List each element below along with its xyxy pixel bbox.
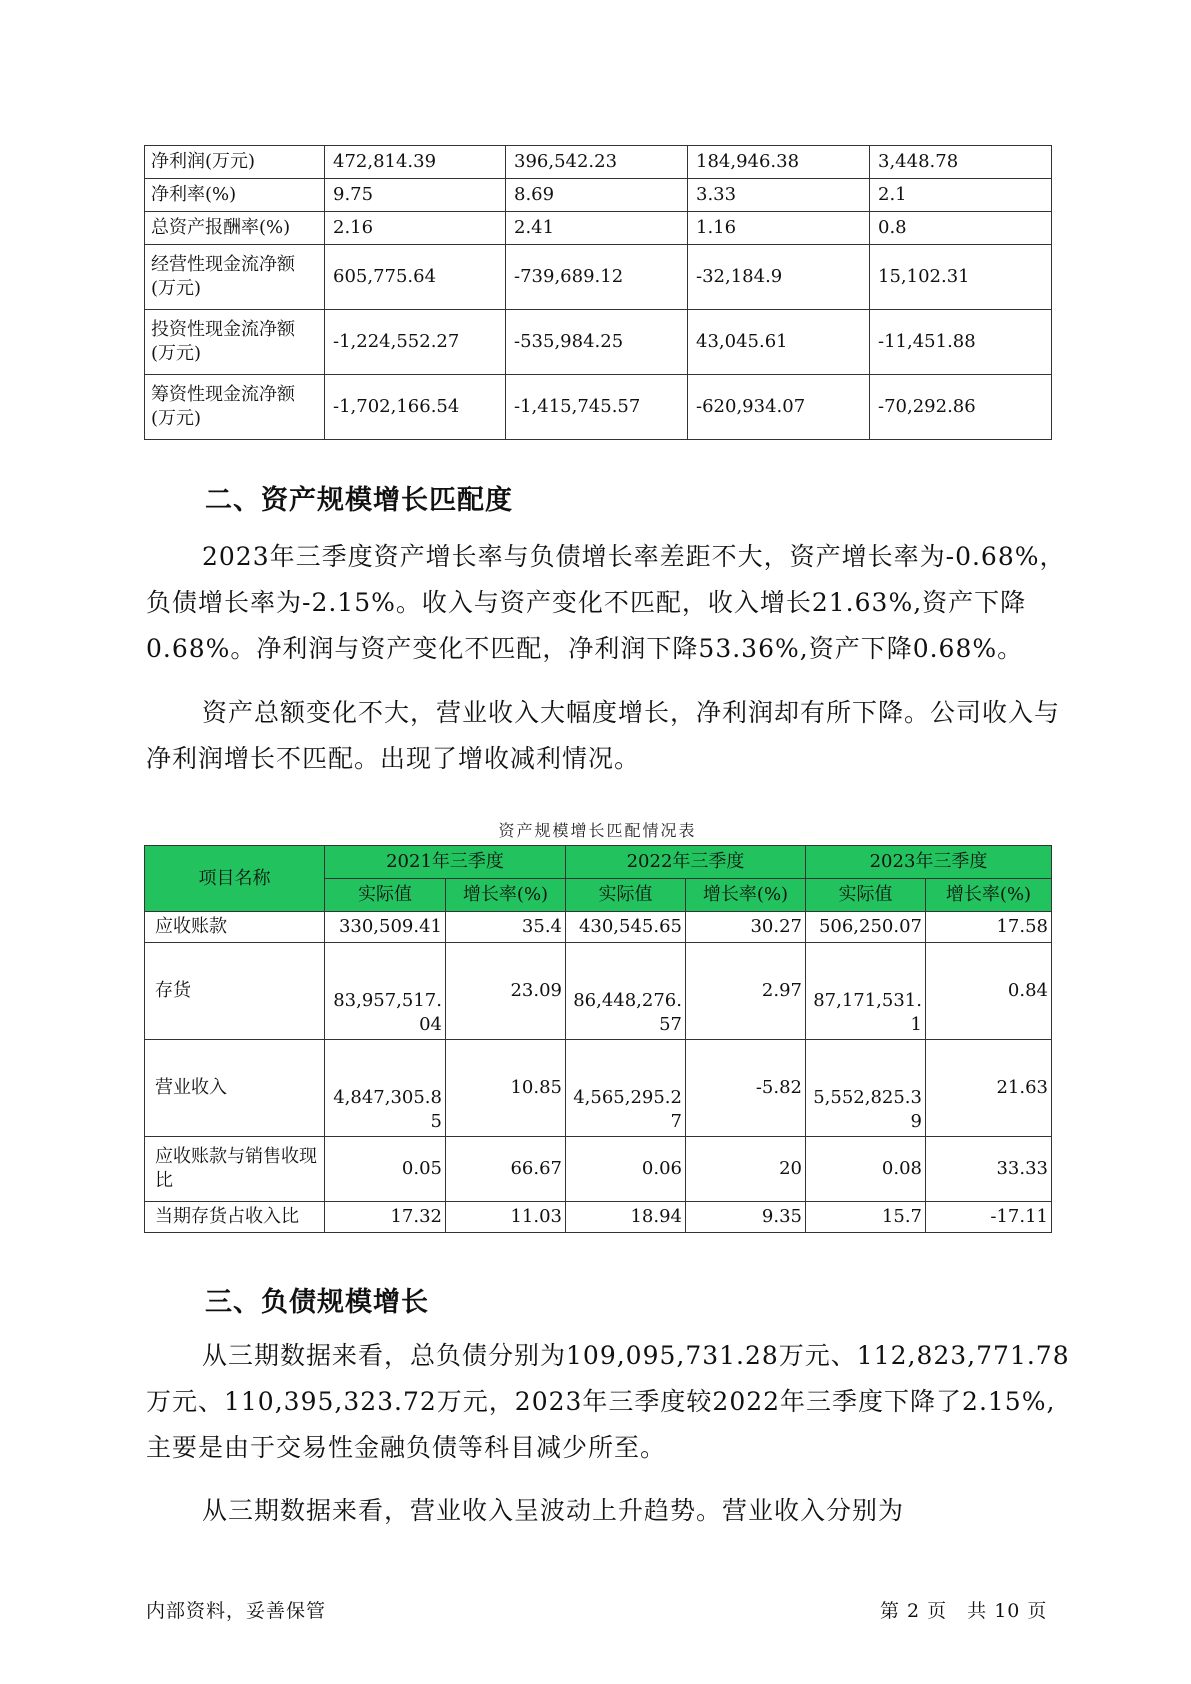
table-cell: 15.7 xyxy=(806,1202,926,1233)
column-header: 实际值 xyxy=(325,879,446,912)
page-number: 第 2 页 共 10 页 xyxy=(880,1600,1048,1622)
table-cell: 18.94 xyxy=(566,1202,686,1233)
table-cell: 30.27 xyxy=(686,912,806,943)
table-row xyxy=(145,1040,1052,1137)
table-cell: -1,224,552.27 xyxy=(325,310,506,375)
row-label: 当期存货占收入比 xyxy=(145,1202,325,1233)
paragraph: 从三期数据来看，总负债分别为109,095,731.28万元、112,823,771.78万元、110,395,323.72万元，2023年三季度较2022年三季度下降了2.15%,主要是由于交易性金融负债等科目减少所至。 xyxy=(146,1341,1070,1462)
table-header-row xyxy=(145,846,1052,879)
table-cell: -1,415,745.57 xyxy=(506,375,688,440)
table-cell: -739,689.12 xyxy=(506,245,688,310)
paragraph: 2023年三季度资产增长率与负债增长率差距不大，资产增长率为-0.68%，负债增长率为-2.15%。收入与资产变化不匹配，收入增长21.63%,资产下降0.68%。净利润与资产变化不匹配，净利润下降53.36%,资产下降0.68%。 xyxy=(146,542,1066,663)
table-cell: 11.03 xyxy=(446,1202,566,1233)
table-cell: 3,448.78 xyxy=(870,146,1052,179)
table-cell: 506,250.07 xyxy=(806,912,926,943)
table-cell: -17.11 xyxy=(926,1202,1052,1233)
row-label: 应收账款 xyxy=(145,912,325,943)
table-cell: 2.16 xyxy=(325,212,506,245)
table-cell: 66.67 xyxy=(446,1137,566,1202)
table-cell: 9.75 xyxy=(325,179,506,212)
table-row xyxy=(145,1202,1052,1233)
row-label: 净利率(%) xyxy=(145,179,325,212)
table-cell: 184,946.38 xyxy=(688,146,870,179)
table-cell: -5.82 xyxy=(686,1040,806,1137)
table-cell: -32,184.9 xyxy=(688,245,870,310)
column-header: 增长率(%) xyxy=(446,879,566,912)
table-cell: 15,102.31 xyxy=(870,245,1052,310)
paragraph: 从三期数据来看，营业收入呈波动上升趋势。营业收入分别为 xyxy=(202,1496,905,1525)
table-cell: 8.69 xyxy=(506,179,688,212)
table-cell: -1,702,166.54 xyxy=(325,375,506,440)
table-cell: 430,545.65 xyxy=(566,912,686,943)
table-cell: 21.63 xyxy=(926,1040,1052,1137)
column-header: 2023年三季度 xyxy=(806,846,1052,879)
table-cell: 17.58 xyxy=(926,912,1052,943)
table-cell: 3.33 xyxy=(688,179,870,212)
column-header: 实际值 xyxy=(566,879,686,912)
row-label: 营业收入 xyxy=(145,1040,325,1137)
table-cell: 87,171,531.1 xyxy=(806,943,926,1040)
table-cell: 35.4 xyxy=(446,912,566,943)
row-label: 存货 xyxy=(145,943,325,1040)
table-cell: 330,509.41 xyxy=(325,912,446,943)
asset-growth-table xyxy=(144,845,1052,1233)
table-cell: 17.32 xyxy=(325,1202,446,1233)
table-cell: -11,451.88 xyxy=(870,310,1052,375)
row-label: 净利润(万元) xyxy=(145,146,325,179)
table-cell: 0.05 xyxy=(325,1137,446,1202)
table-cell: 83,957,517.04 xyxy=(325,943,446,1040)
table-cell: 1.16 xyxy=(688,212,870,245)
table-cell: 0.06 xyxy=(566,1137,686,1202)
table-cell: 0.8 xyxy=(870,212,1052,245)
column-header: 增长率(%) xyxy=(926,879,1052,912)
table-cell: 0.08 xyxy=(806,1137,926,1202)
table-cell: -70,292.86 xyxy=(870,375,1052,440)
row-label: 投资性现金流净额(万元) xyxy=(145,310,325,375)
table-row xyxy=(145,245,1052,310)
footer-note: 内部资料，妥善保管 xyxy=(146,1600,327,1622)
table-cell: 2.1 xyxy=(870,179,1052,212)
table-cell: -620,934.07 xyxy=(688,375,870,440)
table-cell: 33.33 xyxy=(926,1137,1052,1202)
column-header: 增长率(%) xyxy=(686,879,806,912)
financial-indicators-table xyxy=(144,145,1052,440)
column-header: 2021年三季度 xyxy=(325,846,566,879)
row-label: 总资产报酬率(%) xyxy=(145,212,325,245)
table-cell: 5,552,825.39 xyxy=(806,1040,926,1137)
table-cell: 4,565,295.27 xyxy=(566,1040,686,1137)
table-cell: 20 xyxy=(686,1137,806,1202)
row-label: 应收账款与销售收现比 xyxy=(145,1137,325,1202)
table-cell: 23.09 xyxy=(446,943,566,1040)
table-row xyxy=(145,212,1052,245)
table-cell: 472,814.39 xyxy=(325,146,506,179)
table-cell: 10.85 xyxy=(446,1040,566,1137)
table-row xyxy=(145,375,1052,440)
row-label: 经营性现金流净额(万元) xyxy=(145,245,325,310)
table-title: 资产规模增长匹配情况表 xyxy=(498,821,697,840)
table-cell: 43,045.61 xyxy=(688,310,870,375)
table-row xyxy=(145,310,1052,375)
table-row xyxy=(145,1137,1052,1202)
column-header: 项目名称 xyxy=(145,846,325,912)
table-row xyxy=(145,943,1052,1040)
table-row xyxy=(145,146,1052,179)
table-cell: 9.35 xyxy=(686,1202,806,1233)
section-heading: 三、负债规模增长 xyxy=(205,1287,429,1318)
table-cell: 2.97 xyxy=(686,943,806,1040)
table-row xyxy=(145,179,1052,212)
paragraph: 资产总额变化不大，营业收入大幅度增长，净利润却有所下降。公司收入与净利润增长不匹配。出现了增收减利情况。 xyxy=(146,698,1061,773)
table-cell: 605,775.64 xyxy=(325,245,506,310)
table-cell: 0.84 xyxy=(926,943,1052,1040)
table-cell: 396,542.23 xyxy=(506,146,688,179)
column-header: 2022年三季度 xyxy=(566,846,806,879)
table-cell: 2.41 xyxy=(506,212,688,245)
table-cell: 86,448,276.57 xyxy=(566,943,686,1040)
row-label: 筹资性现金流净额(万元) xyxy=(145,375,325,440)
table-cell: 4,847,305.85 xyxy=(325,1040,446,1137)
column-header: 实际值 xyxy=(806,879,926,912)
table-row xyxy=(145,912,1052,943)
table-cell: -535,984.25 xyxy=(506,310,688,375)
section-heading: 二、资产规模增长匹配度 xyxy=(205,485,513,516)
